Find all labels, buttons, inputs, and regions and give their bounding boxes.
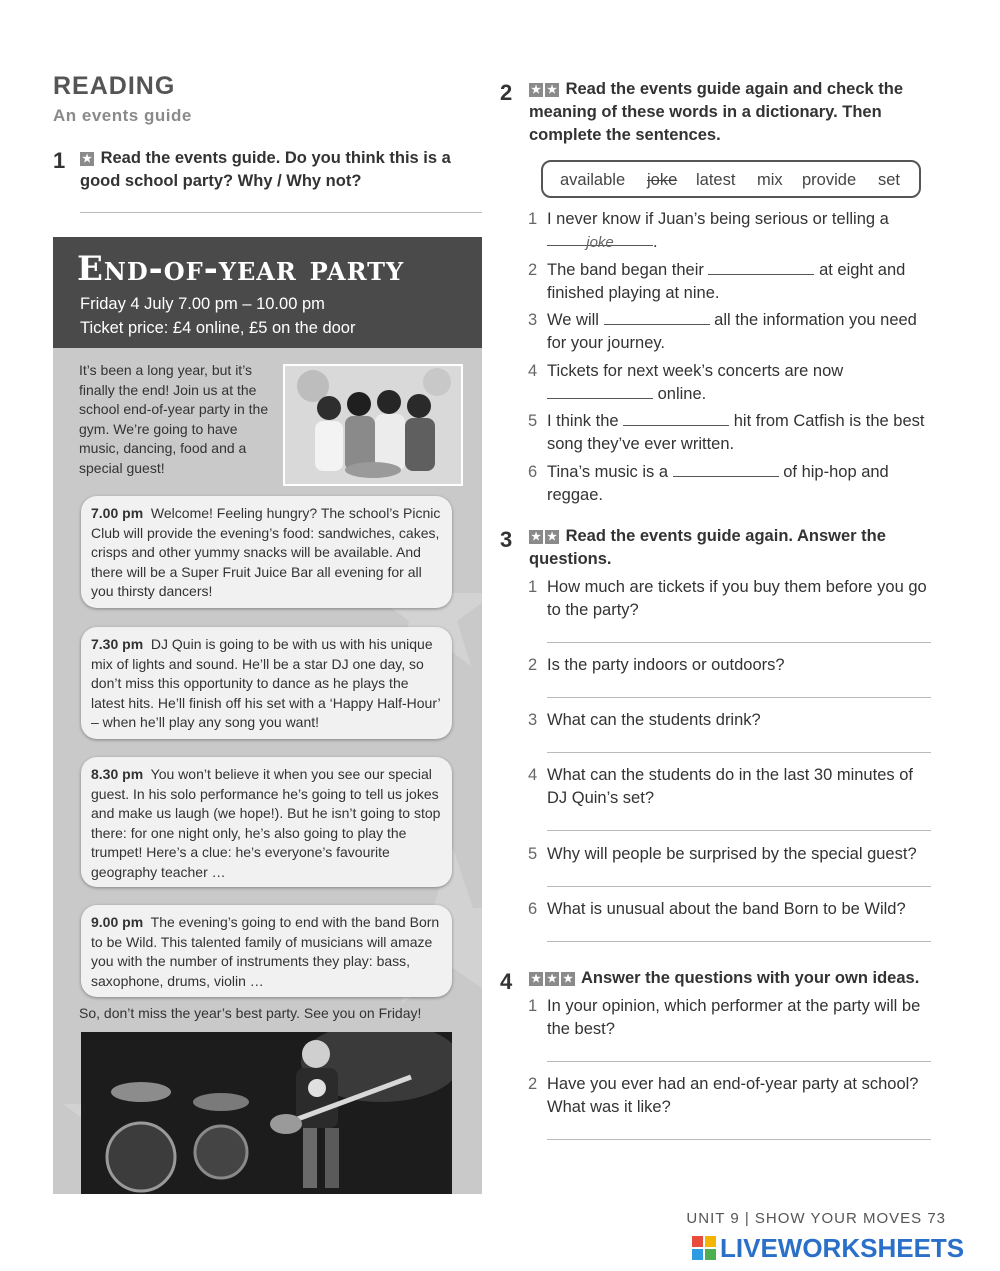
guide-header [53,237,482,348]
event-text: The evening’s going to end with the band Born to be Wild. This talented family of musicians will amaze you with the number of instruments they play: bass, saxophone, drums, violin … [91,914,440,989]
star-icon: ★ [545,83,559,97]
footer-unit: UNIT 9 | SHOW YOUR MOVES [686,1210,923,1227]
event-card-2 [81,627,452,739]
ex3-answer-line-5[interactable] [547,886,931,887]
star-icon: ★ [529,530,543,544]
ex3-instruction: ★ ★ Read the events guide again. Answer the questions. [529,527,886,568]
star-icon: ★ [80,152,94,166]
word-latest: latest [696,171,736,189]
ex3-item-6: 6 What is unusual about the band Born to be Wild? [528,900,906,918]
logo-text: LIVEWORKSHEETS [720,1233,965,1263]
answer-blank[interactable] [708,260,814,275]
event-text: You won’t believe it when you see our special guest. In his solo performance he’s going to tell us jokes and make us laugh (we hope!). But he isn’t going to stop there: for one night only, he’s also going to play the trumpet! Here’s a clue: he’s everyone’s favourite geography teacher … [91,766,441,880]
ex4-answer-line-2[interactable] [547,1139,931,1140]
event-card-1 [81,496,452,608]
events-guide-panel [53,237,482,1194]
ex2-number: 2 [500,80,513,105]
ex4-item-1: 1 In your opinion, which performer at the party will be the best? [528,997,921,1038]
section-subtitle: An events guide [53,106,192,125]
ex2-item-4: 4 Tickets for next week’s concerts are now online. [528,362,844,403]
ex2-instruction: ★ ★ Read the events guide again and check the meaning of these words in a dictionary. Then complete the sentences. [529,80,904,144]
guide-closing: So, don’t miss the year’s best party. See you on Friday! [79,1005,422,1021]
guide-title: End-of-year party [77,249,405,289]
event-card-3 [81,757,452,887]
ex4-number: 4 [500,969,513,994]
event-time: 7.00 pm [91,505,144,521]
ex3-item-3: 3 What can the students drink? [528,711,761,729]
ex3-answer-line-6[interactable] [547,941,931,942]
ex3-number: 3 [500,527,513,552]
ex3-item-5: 5 Why will people be surprised by the special guest? [528,845,917,863]
event-time: 8.30 pm [91,766,144,782]
ex4-instruction: ★ ★ ★ Answer the questions with your own ideas. [529,967,939,990]
word-set: set [878,171,901,189]
section-title: READING [53,72,176,100]
word-provide: provide [802,171,857,189]
ex3-item-1: 1 How much are tickets if you buy them before you go to the party? [528,578,927,619]
page-footer [660,1210,946,1227]
answer-blank[interactable] [604,310,710,325]
ex1-number: 1 [53,148,66,173]
event-card-4 [81,905,452,997]
word-available: available [560,171,626,189]
star-icon: ★ [545,530,559,544]
word-mix: mix [757,171,783,189]
guide-date: Friday 4 July 7.00 pm – 10.00 pm [80,295,325,313]
ex2-item-1: 1 I never know if Juan’s being serious or telling a joke . [528,210,889,251]
ex3-answer-line-1[interactable] [547,642,931,643]
answer-blank[interactable] [623,411,729,426]
event-text: DJ Quin is going to be with us with his unique mix of lights and sound. He’ll be a star DJ one day, so don’t miss this opportunity to dance as he plays the latest hits. He’ll finish off his set with a ‘Happy Half-Hour’ – when he’ll play any song you want! [91,636,441,730]
students-photo [283,364,463,486]
ex4-answer-line-1[interactable] [547,1061,931,1062]
ex1-instruction: ★ Read the events guide. Do you think this is a good school party? Why / Why not? [80,149,451,190]
band-photo [81,1032,452,1194]
ex2-item-3: 3 We will all the information you need for your journey. [528,311,917,352]
guide-intro: It’s been a long year, but it’s finally the end! Join us at the school end-of-year party in the gym. We’re going to have music, dancing, food and a special guest! [79,362,269,476]
ex3-item-2: 2 Is the party indoors or outdoors? [528,656,785,674]
word-box [541,160,921,198]
event-text: Welcome! Feeling hungry? The school’s Picnic Club will provide the evening’s food: sandwiches, cakes, crisps and other yummy snacks will be available. And there will be a Super Fruit Juice Bar all evening for all you thirsty dancers! [91,505,441,599]
answer-blank[interactable]: joke [547,231,653,246]
liveworksheets-logo [692,1233,990,1263]
star-icon: ★ [545,972,559,986]
star-icon: ★ [529,972,543,986]
star-icon: ★ [529,83,543,97]
ex2-item-5: 5 I think the hit from Catfish is the best song they’ve ever written. [528,412,925,453]
guide-price: Ticket price: £4 online, £5 on the door [80,319,356,337]
answer-blank[interactable] [547,384,653,399]
footer-page: 73 [927,1210,946,1227]
ex3-answer-line-2[interactable] [547,697,931,698]
answer-blank[interactable] [673,462,779,477]
word-joke: joke [647,171,678,189]
ex1-answer-line[interactable] [80,212,482,213]
star-icon: ★ [561,972,575,986]
event-time: 9.00 pm [91,914,144,930]
ex3-answer-line-4[interactable] [547,830,931,831]
ex2-item-2: 2 The band began their at eight and finished playing at nine. [528,261,906,302]
ex4-item-2: 2 Have you ever had an end-of-year party at school? What was it like? [528,1075,919,1116]
ex3-answer-line-3[interactable] [547,752,931,753]
logo-icon [692,1236,716,1260]
event-time: 7.30 pm [91,636,144,652]
ex2-item-6: 6 Tina’s music is a of hip-hop and reggae. [528,463,889,504]
ex3-item-4: 4 What can the students do in the last 30 minutes of DJ Quin’s set? [528,766,913,807]
